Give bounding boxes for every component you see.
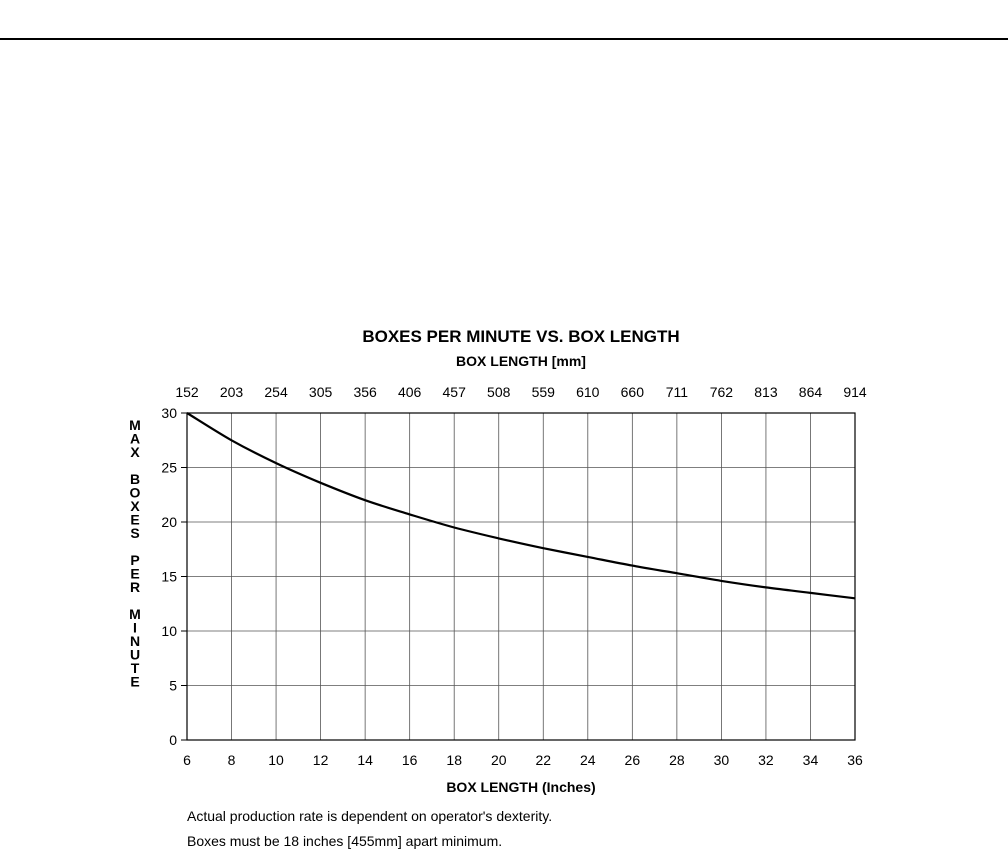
- y-axis-label-letter: S: [130, 525, 140, 541]
- x-tick-label: 8: [227, 752, 236, 768]
- x-tick-label: 26: [624, 752, 641, 768]
- x-top-tick-label-mm: 406: [397, 384, 422, 400]
- y-axis-label-letter: E: [130, 565, 140, 582]
- x-axis-title: BOX LENGTH (Inches): [446, 779, 596, 795]
- x-top-tick-label-mm: 864: [798, 384, 823, 400]
- y-axis-label-word: [129, 606, 141, 690]
- y-tick-label: 10: [161, 623, 177, 639]
- top-axis-title: BOX LENGTH [mm]: [456, 353, 586, 369]
- y-axis-label-letter: O: [129, 484, 141, 501]
- x-tick-label: 6: [183, 752, 191, 768]
- x-tick-label: 14: [357, 752, 373, 768]
- x-top-tick-label-mm: 508: [487, 384, 511, 400]
- x-top-tick-label-mm: 914: [843, 384, 867, 400]
- y-axis-label-letter: P: [130, 552, 140, 568]
- y-axis-label-letter: B: [129, 471, 141, 487]
- x-top-tick-label-mm: 559: [531, 384, 555, 400]
- y-axis-label-letter: I: [133, 619, 137, 636]
- x-tick-label: 36: [847, 752, 863, 768]
- y-tick-label: 25: [161, 459, 177, 476]
- x-top-tick-label-mm: 660: [620, 384, 645, 400]
- x-tick-label: 12: [312, 752, 329, 768]
- y-axis-label-letter: T: [130, 660, 140, 676]
- x-tick-label: 18: [446, 752, 462, 768]
- y-tick-label: 5: [169, 677, 177, 694]
- x-top-tick-label-mm: 356: [353, 384, 377, 400]
- x-tick-label: 20: [490, 752, 507, 768]
- x-tick-label: 24: [580, 752, 596, 768]
- y-axis-label-letter: M: [129, 606, 141, 622]
- y-axis-label-letter: N: [129, 633, 141, 649]
- y-axis-label-letter: A: [129, 430, 141, 447]
- x-tick-label: 34: [802, 752, 819, 768]
- x-top-tick-label-mm: 762: [709, 384, 734, 400]
- x-top-tick-label-mm: 711: [665, 384, 689, 400]
- y-tick-label: 0: [169, 732, 177, 748]
- y-axis-label-word: [129, 417, 141, 460]
- note-operator-dexterity: Actual production rate is dependent on operator's dexterity.: [187, 808, 553, 824]
- y-axis-label-word: [130, 552, 140, 595]
- y-axis-label-letter: E: [130, 673, 140, 690]
- x-top-tick-label-mm: 203: [219, 384, 244, 400]
- x-tick-label: 30: [713, 752, 730, 768]
- y-axis-label-letter: U: [129, 646, 141, 663]
- x-top-tick-label-mm: 305: [308, 384, 333, 400]
- y-axis-label-letter: E: [130, 511, 140, 528]
- x-tick-label: 22: [535, 752, 552, 768]
- chart-title: BOXES PER MINUTE VS. BOX LENGTH: [362, 327, 680, 346]
- x-tick-label: 28: [669, 752, 685, 768]
- y-tick-label: 30: [161, 405, 177, 421]
- y-tick-label: 15: [161, 568, 177, 585]
- note-box-spacing: Boxes must be 18 inches [455mm] apart minimum.: [187, 833, 503, 849]
- max-boxes-per-minute-curve: [187, 413, 855, 598]
- y-axis-label-letter: X: [130, 498, 140, 514]
- y-axis-label-letter: X: [130, 444, 140, 460]
- x-top-tick-label-mm: 254: [264, 384, 288, 400]
- y-tick-label: 20: [161, 514, 177, 530]
- x-top-tick-label-mm: 610: [576, 384, 600, 400]
- x-tick-label: 10: [268, 752, 284, 768]
- y-axis-label-letter: R: [129, 579, 141, 595]
- x-top-tick-label-mm: 152: [175, 384, 199, 400]
- y-axis-label-letter: M: [129, 417, 141, 433]
- y-axis-label-word: [130, 471, 141, 541]
- x-top-tick-label-mm: 813: [754, 384, 778, 400]
- x-tick-label: 16: [401, 752, 418, 768]
- x-top-tick-label-mm: 457: [442, 384, 466, 400]
- x-tick-label: 32: [758, 752, 774, 768]
